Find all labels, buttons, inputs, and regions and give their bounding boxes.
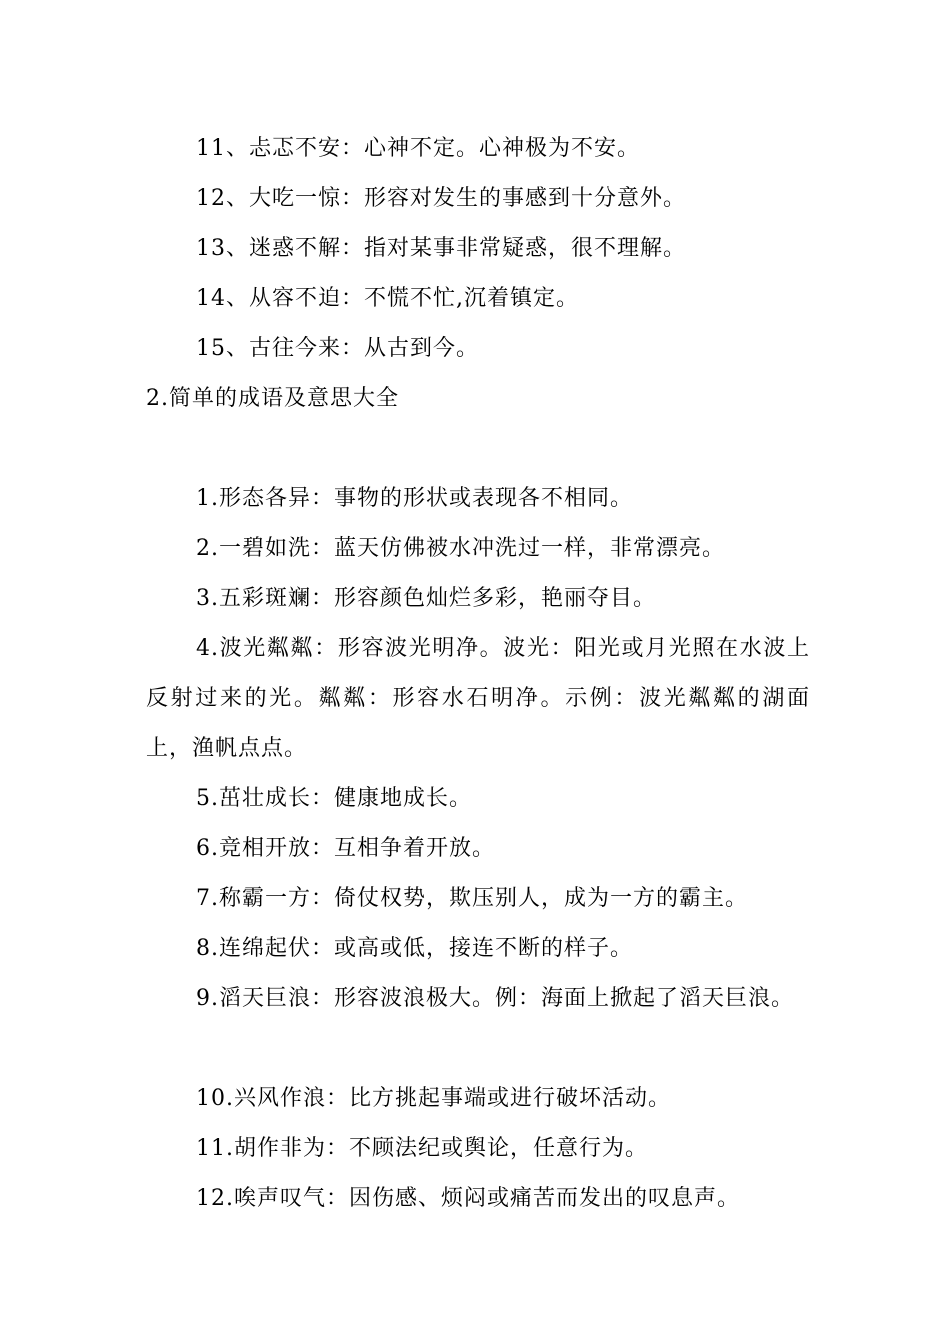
idiom-item-12b: 12.唉声叹气：因伤感、烦闷或痛苦而发出的叹息声。: [196, 1186, 740, 1211]
idiom-item-2: 2.一碧如洗：蓝天仿佛被水冲洗过一样，非常漂亮。: [196, 536, 725, 561]
idiom-item-5: 5.茁壮成长：健康地成长。: [196, 786, 472, 811]
idiom-item-12: 12、大吃一惊：形容对发生的事感到十分意外。: [196, 186, 686, 211]
idiom-item-3: 3.五彩斑斓：形容颜色灿烂多彩，艳丽夺目。: [196, 586, 656, 611]
idiom-item-9: 9.滔天巨浪：形容波浪极大。例：海面上掀起了滔天巨浪。: [196, 986, 794, 1011]
idiom-item-7: 7.称霸一方：倚仗权势，欺压别人，成为一方的霸主。: [196, 886, 748, 911]
idiom-item-10: 10.兴风作浪：比方挑起事端或进行破坏活动。: [196, 1086, 671, 1111]
idiom-item-4: 4.波光粼粼：形容波光明净。波光：阳光或月光照在水波上反射过来的光。粼粼：形容水石明净。示例：波光粼粼的湖面上，渔帆点点。: [146, 636, 810, 761]
idiom-item-14: 14、从容不迫：不慌不忙,沉着镇定。: [196, 286, 579, 311]
idiom-item-8: 8.连绵起伏：或高或低，接连不断的样子。: [196, 936, 633, 961]
idiom-item-1: 1.形态各异：事物的形状或表现各不相同。: [196, 486, 633, 511]
idiom-item-6: 6.竞相开放：互相争着开放。: [196, 836, 495, 861]
idiom-item-13: 13、迷惑不解：指对某事非常疑惑，很不理解。: [196, 236, 686, 261]
idiom-item-15: 15、古往今来：从古到今。: [196, 336, 479, 361]
section-heading: 2.简单的成语及意思大全: [146, 386, 399, 411]
idiom-item-11: 11、忐忑不安：心神不定。心神极为不安。: [196, 136, 640, 161]
idiom-item-11b: 11.胡作非为：不顾法纪或舆论，任意行为。: [196, 1136, 648, 1161]
